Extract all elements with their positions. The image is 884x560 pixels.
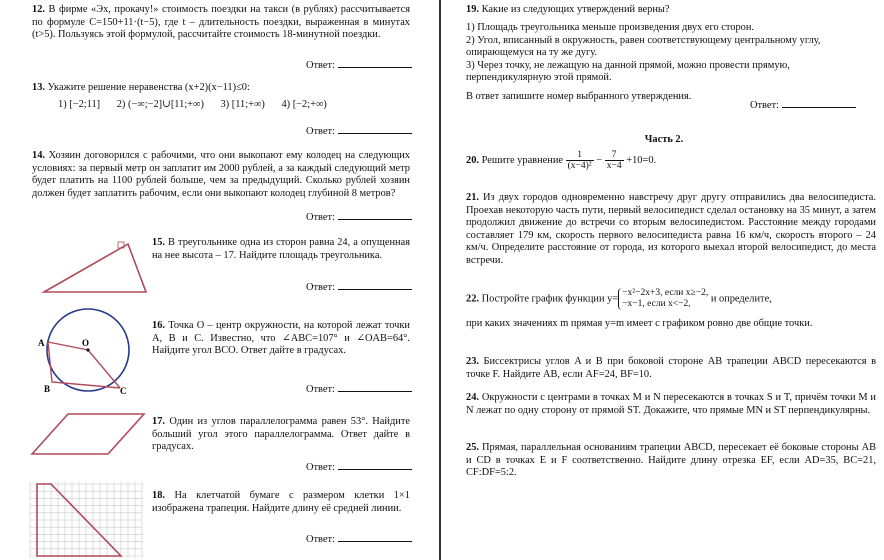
answer-field[interactable] — [750, 98, 856, 113]
triangle-figure — [40, 236, 150, 296]
piecewise-function — [618, 288, 708, 310]
question-text: Решите уравнение — [481, 154, 563, 166]
question-text: В треугольнике одна из сторон равна 24, а опущенная на нее высота – 17. Найдите площадь треугольника. — [152, 237, 410, 261]
question-number: 23. — [466, 356, 479, 367]
answer-label: Ответ: — [306, 282, 335, 293]
fraction-numerator: 1 — [566, 150, 594, 161]
answer-line[interactable] — [338, 382, 412, 392]
statement: 2) Угол, вписанный в окружность, равен соответствующему центральному углу, опирающемуся на ту же дугу. — [466, 34, 821, 59]
answer-line[interactable] — [338, 210, 412, 220]
answer-field[interactable] — [306, 382, 412, 397]
question-text-rest: при каких значениях m прямая y=m имеет с графиком ровно две общие точки. — [466, 318, 813, 329]
answer-field[interactable] — [306, 280, 412, 295]
question-text-mid: и определите, — [710, 293, 772, 305]
question-16 — [152, 320, 410, 358]
right-column — [444, 0, 884, 560]
option[interactable]: 2) (−∞;−2]∪[11;+∞) — [116, 99, 204, 110]
answer-line[interactable] — [338, 460, 412, 470]
question-text: Укажите решение неравенства (x+2)(x−11)≤0: — [47, 82, 250, 93]
answer-line[interactable] — [338, 58, 412, 68]
answer-label: Ответ: — [306, 534, 335, 545]
case-2: −x−1, если x<−2, — [622, 299, 691, 309]
answer-label: Ответ: — [306, 212, 335, 223]
question-text: Прямая, параллельная основаниям трапеции ABCD, пересекает её боковые стороны AB и CD в точках E и F соответственно. Найдите длину отрезка EF, если AD=35, BC=21, CF:DF=5:2. — [466, 442, 877, 479]
question-21 — [466, 192, 876, 268]
question-text: Точка O – центр окружности, на которой лежат точки A, B и C. Известно, что ∠ABC=107° и ∠OAB=64°. Найдите угол BCO. Ответ дайте в градусах. — [152, 320, 410, 357]
question-number: 22. — [466, 293, 479, 305]
question-number: 17. — [152, 416, 165, 427]
label-o: O — [82, 338, 90, 348]
answer-options — [58, 99, 418, 112]
answer-line[interactable] — [338, 532, 412, 542]
label-b: B — [44, 384, 51, 394]
question-number: 18. — [152, 490, 165, 501]
answer-label: Ответ: — [750, 100, 779, 111]
function-name: y= — [607, 293, 619, 305]
equation-tail: +10=0. — [626, 154, 657, 166]
answer-line[interactable] — [338, 280, 412, 290]
option[interactable]: 3) [11;+∞) — [220, 99, 265, 110]
question-18 — [152, 490, 410, 515]
question-text: Окружности с центрами в точках M и N пересекаются в точках S и T, причём точки M и N лежат по одну сторону от прямой ST. Докажите, что прямые MN и ST перпендикулярны. — [466, 392, 876, 416]
answer-field[interactable] — [306, 460, 412, 475]
question-number: 16. — [152, 320, 165, 331]
answer-field[interactable] — [306, 210, 412, 225]
question-14 — [32, 150, 410, 200]
question-text: На клетчатой бумаге с размером клетки 1×1 изображена трапеция. Найдите длину её средней линии. — [152, 490, 410, 514]
question-number: 20. — [466, 154, 479, 166]
fraction-denominator: (x−4)² — [567, 161, 592, 171]
column-divider — [439, 0, 441, 560]
option[interactable]: 4) [−2;+∞) — [281, 99, 327, 110]
label-c: C — [120, 386, 127, 396]
question-number: 24. — [466, 392, 479, 403]
question-24 — [466, 392, 876, 417]
question-text: Постройте график функции — [481, 293, 605, 305]
circle-figure — [34, 306, 134, 396]
answer-label: Ответ: — [306, 462, 335, 473]
center-point — [86, 348, 89, 351]
answer-field[interactable] — [306, 124, 412, 139]
question-number: 15. — [152, 237, 165, 248]
grid-figure — [30, 482, 142, 558]
answer-field[interactable] — [306, 532, 412, 547]
question-number: 14. — [32, 150, 45, 161]
question-12 — [32, 4, 410, 42]
question-text: Хозяин договорился с рабочими, что они выкопают ему колодец на следующих условиях: за первый метр он заплатит им 2000 рублей, а за каждый следующий метр будет платить на 1100 рублей больше, чем за предыдущий. Сколько рублей хозяин должен будет заплатить рабочим, если они выкопают колодец глубиной 8 метров? — [32, 150, 411, 199]
question-text: Биссектрисы углов A и B при боковой стороне AB трапеции ABCD пересекаются в точке F. Найдите AB, если AF=24, BF=10. — [466, 356, 876, 380]
part-heading: Часть 2. — [644, 134, 684, 145]
question-text: Из двух городов одновременно навстречу друг другу отправились два велосипедиста. Проехав некоторую часть пути, первый велосипедист сделал остановку на 35 минут, а затем продолжил движение до встречи со вторым велосипедистом. Расстояние между городами составляет 179 км, скорость первого велосипедиста равна 16 км/ч, скорость второго – 24 км/ч. Определите расстояние от города, из которого выехал второй велосипедист, до места встречи. — [466, 192, 876, 266]
answer-label: Ответ: — [306, 60, 335, 71]
question-19 — [466, 4, 876, 17]
option[interactable]: 1) [−2;11] — [58, 99, 101, 110]
question-number: 13. — [32, 82, 45, 93]
radius-lines — [48, 342, 120, 388]
minus-sign: − — [596, 154, 603, 166]
question-15 — [152, 237, 410, 262]
question-number: 21. — [466, 192, 479, 203]
question-17 — [152, 416, 410, 454]
question-number: 25. — [466, 442, 479, 453]
question-22-continuation — [466, 318, 876, 331]
question-25 — [466, 442, 876, 480]
question-text: Какие из следующих утверждений верны? — [481, 4, 670, 15]
question-13 — [32, 82, 410, 95]
question-20 — [466, 150, 876, 171]
triangle-shape — [44, 244, 146, 292]
question-22 — [466, 288, 876, 310]
fraction-denominator: x−4 — [606, 161, 622, 171]
answer-line[interactable] — [338, 124, 412, 134]
answer-label: Ответ: — [306, 384, 335, 395]
fraction-numerator: 7 — [605, 150, 624, 161]
fraction — [566, 150, 594, 171]
statement: 1) Площадь треугольника меньше произведения двух его сторон. — [466, 22, 755, 33]
question-text: Один из углов параллелограмма равен 53°. Найдите больший угол этого параллелограмма. Ответ дайте в градусах. — [152, 416, 410, 453]
answer-line[interactable] — [782, 98, 856, 108]
statement: 3) Через точку, не лежащую на данной прямой, можно провести прямую, перпендикулярную этой прямой. — [466, 59, 790, 84]
parallelogram-shape — [32, 414, 144, 454]
fraction — [605, 150, 624, 171]
question-text: В фирме «Эх, прокачу!» стоимость поездки на такси (в рублях) рассчитывается по формуле C=150+11·(t−5), где t – длительность поездки, выраженная в минутах (t>5). Пользуясь этой формулой, рассчитайте стоимость 18-минутной поездки. — [32, 4, 410, 41]
parallelogram-figure — [30, 410, 146, 458]
left-column — [0, 0, 436, 560]
question-number: 12. — [32, 4, 45, 15]
question-23 — [466, 356, 876, 381]
statements-list — [466, 22, 876, 104]
answer-label: Ответ: — [306, 126, 335, 137]
instruction: В ответ запишите номер выбранного утверждения. — [466, 90, 692, 102]
question-number: 19. — [466, 4, 479, 15]
case-1: −x²−2x+3, если x≥−2, — [622, 288, 709, 298]
answer-field[interactable] — [306, 58, 412, 73]
label-a: A — [38, 338, 45, 348]
